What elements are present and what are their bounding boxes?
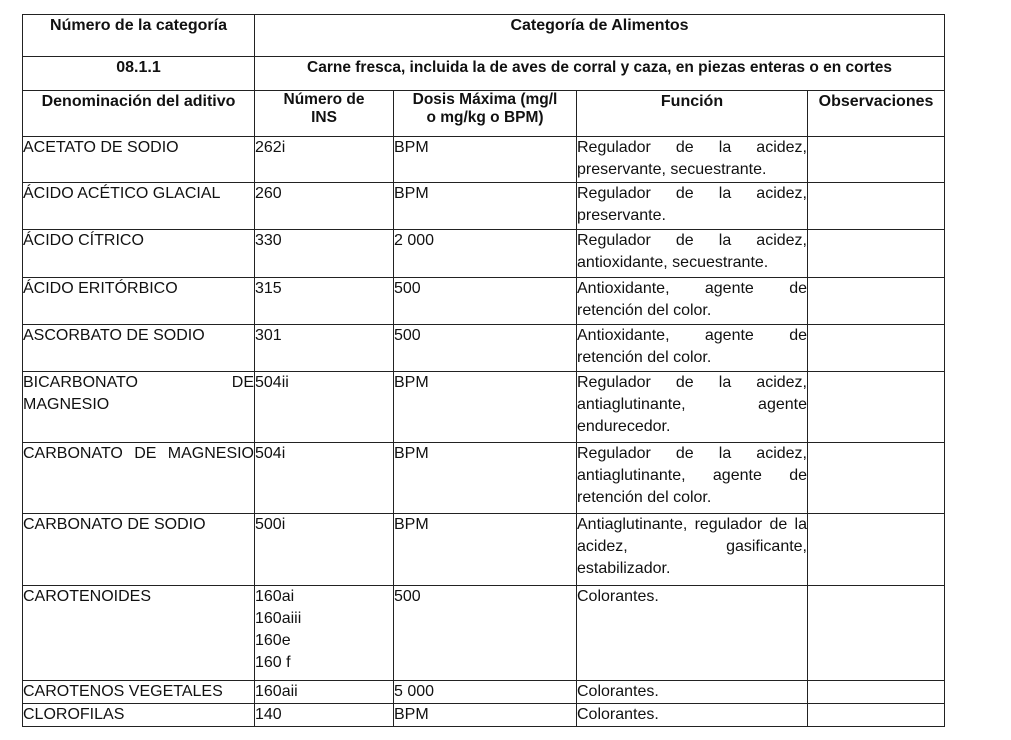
ins-number: 160e [255,632,291,649]
table-row [23,704,945,727]
observations-cell [808,325,945,372]
table-row [23,230,945,278]
max-dose: BPM [394,514,577,586]
column-header-dose [394,91,577,137]
additive-name: ACETATO DE SODIO [23,137,255,183]
column-header-function: Función [577,91,808,137]
function-text: Antiaglutinante, regulador de la acidez, gasificante, estabilizador. [577,514,808,586]
observations-cell [808,514,945,586]
additive-name: CLOROFILAS [23,704,255,727]
additive-name: ÁCIDO ERITÓRBICO [23,278,255,325]
function-text: Colorantes. [577,586,808,681]
observations-cell [808,137,945,183]
function-text: Regulador de la acidez, preservante. [577,183,808,230]
column-header-additive: Denominación del aditivo [23,91,255,137]
table-row [23,514,945,586]
max-dose: 500 [394,278,577,325]
category-description: Carne fresca, incluida la de aves de corral y caza, en piezas enteras o en cortes [255,57,945,91]
observations-cell [808,372,945,443]
additive-name: ÁCIDO ACÉTICO GLACIAL [23,183,255,230]
column-header-dose-line2: o mg/kg o BPM) [426,109,544,126]
observations-cell [808,681,945,704]
ins-numbers [255,586,394,681]
function-text: Regulador de la acidez, antiaglutinante, agente de retención del color. [577,443,808,514]
ins-number: 504ii [255,372,394,443]
column-header-ins-line1: Número de [283,91,365,108]
additive-name: CARBONATO DE MAGNESIO [23,443,255,514]
table-row [23,372,945,443]
table-row [23,681,945,704]
ins-number: 160aii [255,681,394,704]
additives-table [22,14,945,727]
table-row [23,443,945,514]
observations-cell [808,183,945,230]
additive-name: CARBONATO DE SODIO [23,514,255,586]
max-dose: BPM [394,704,577,727]
max-dose: BPM [394,443,577,514]
header-row-code [23,57,945,91]
max-dose: 500 [394,586,577,681]
ins-number: 504i [255,443,394,514]
additive-name: ASCORBATO DE SODIO [23,325,255,372]
max-dose: 500 [394,325,577,372]
function-text: Regulador de la acidez, antioxidante, secuestrante. [577,230,808,278]
ins-number: 262i [255,137,394,183]
ins-number: 330 [255,230,394,278]
ins-number: 315 [255,278,394,325]
additive-name: ÁCIDO CÍTRICO [23,230,255,278]
table-row [23,586,945,681]
column-header-ins-line2: INS [311,109,337,126]
column-header-ins [255,91,394,137]
observations-cell [808,704,945,727]
ins-number: 500i [255,514,394,586]
ins-number: 140 [255,704,394,727]
function-text: Regulador de la acidez, preservante, secuestrante. [577,137,808,183]
additive-name: CAROTENOS VEGETALES [23,681,255,704]
max-dose: BPM [394,137,577,183]
ins-number: 160ai [255,588,295,605]
header-row-category [23,15,945,57]
observations-cell [808,586,945,681]
function-text: Antioxidante, agente de retención del color. [577,325,808,372]
table-row [23,183,945,230]
food-category-label: Categoría de Alimentos [255,15,945,57]
ins-number: 301 [255,325,394,372]
max-dose: 2 000 [394,230,577,278]
column-header-row [23,91,945,137]
max-dose: BPM [394,183,577,230]
table-row [23,137,945,183]
function-text: Colorantes. [577,704,808,727]
ins-number: 160aiii [255,610,302,627]
function-text: Regulador de la acidez, antiaglutinante, agente endurecedor. [577,372,808,443]
function-text: Antioxidante, agente de retención del color. [577,278,808,325]
additive-name: CAROTENOIDES [23,586,255,681]
table-row [23,325,945,372]
table-row [23,278,945,325]
observations-cell [808,230,945,278]
ins-number: 160 f [255,654,291,671]
observations-cell [808,278,945,325]
column-header-observations: Observaciones [808,91,945,137]
max-dose: BPM [394,372,577,443]
category-code: 08.1.1 [23,57,255,91]
column-header-dose-line1: Dosis Máxima (mg/l [412,91,558,108]
function-text: Colorantes. [577,681,808,704]
additive-name: BICARBONATO DE MAGNESIO [23,372,255,443]
observations-cell [808,443,945,514]
category-number-label: Número de la categoría [23,15,255,57]
ins-number: 260 [255,183,394,230]
max-dose: 5 000 [394,681,577,704]
